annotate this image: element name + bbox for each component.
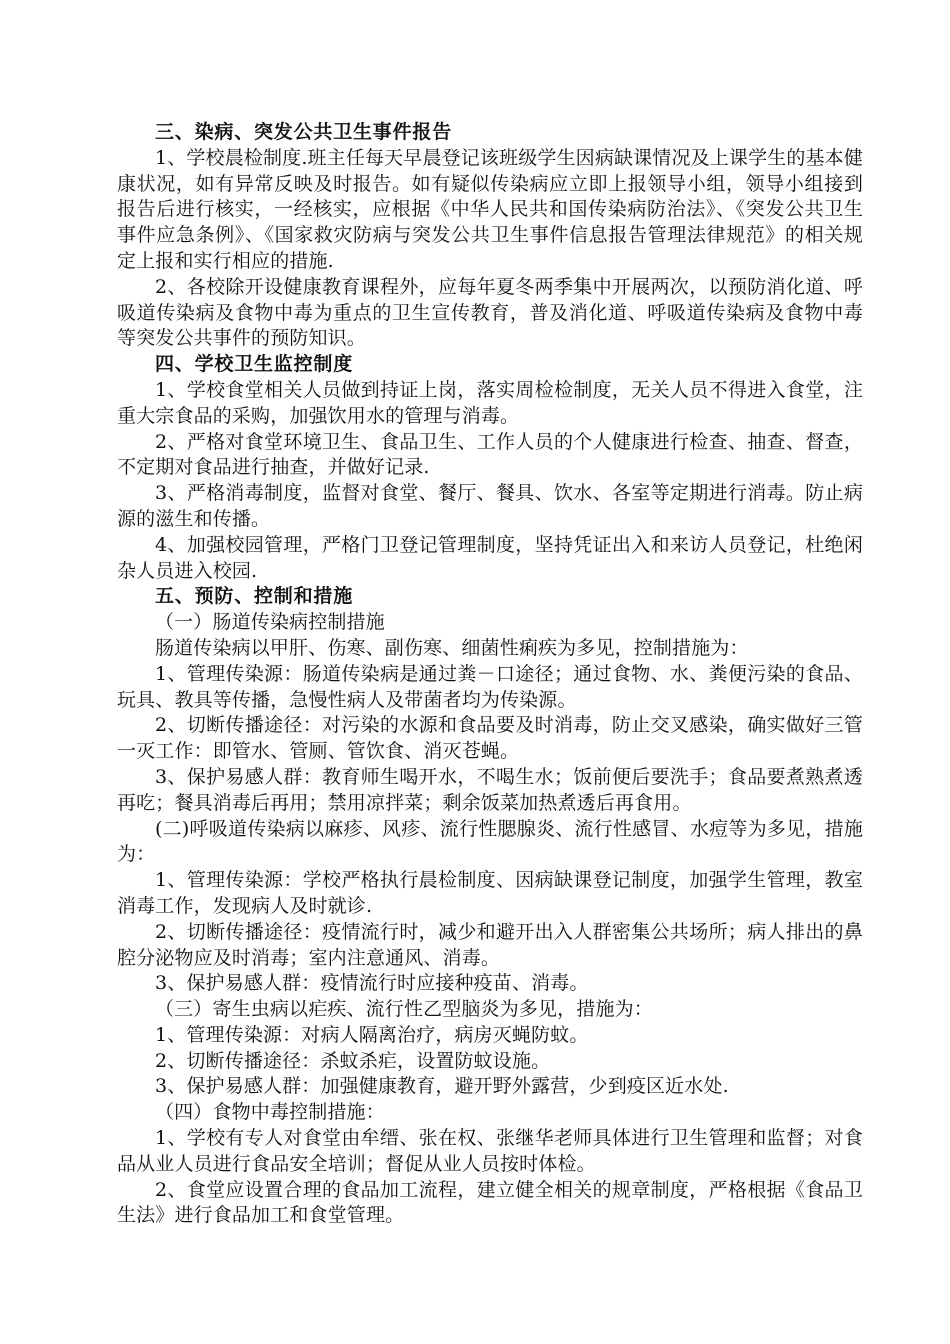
paragraph: 3、保护易感人群：疫情流行时应接种疫苗、消毒。 — [155, 972, 589, 995]
paragraph: 1、管理传染源：对病人隔离治疗，病房灭蝇防蚊。 — [155, 1023, 589, 1046]
subsection-heading: （三）寄生虫病以疟疾、流行性乙型脑炎为多见，措施为： — [155, 998, 653, 1021]
paragraph: 3、保护易感人群：加强健康教育，避开野外露营，少到疫区近水处. — [155, 1075, 729, 1098]
paragraph: 2、各校除开设健康教育课程外，应每年夏冬两季集中开展两次，以预防消化道、呼吸道传染病及食物中毒为重点的卫生宣传教育，普及消化道、呼吸道传染病及食物中毒等突发公共事件的预防知识。 — [117, 275, 863, 350]
subsection-heading: (二)呼吸道传染病以麻疹、风疹、流行性腮腺炎、流行性感冒、水痘等为多见，措施为： — [117, 817, 863, 866]
paragraph: 1、学校晨检制度.班主任每天早晨登记该班级学生因病缺课情况及上课学生的基本健康状况，如有异常反映及时报告。如有疑似传染病应立即上报领导小组，领导小组接到报告后进行核实，一经核实，应根据《中华人民共和国传染病防治法》、《突发公共卫生事件应急条例》、《国家救灾防病与突发公共卫生事件信息报告管理法律规范》的相关规定上报和实行相应的措施. — [117, 146, 863, 272]
paragraph: 1、学校食堂相关人员做到持证上岗，落实周检检制度，无关人员不得进入食堂，注重大宗食品的采购，加强饮用水的管理与消毒。 — [117, 378, 863, 427]
paragraph: 1、学校有专人对食堂由牟缙、张在权、张继华老师具体进行卫生管理和监督；对食品从业人员进行食品安全培训；督促从业人员按时体检。 — [117, 1127, 863, 1175]
subsection-heading: （四）食物中毒控制措施： — [155, 1101, 385, 1124]
paragraph: 4、加强校园管理，严格门卫登记管理制度，坚持凭证出入和来访人员登记，杜绝闲杂人员进入校园. — [117, 533, 863, 582]
section-heading: 三、染病、突发公共卫生事件报告 — [155, 121, 453, 143]
paragraph: 1、管理传染源：学校严格执行晨检制度、因病缺课登记制度，加强学生管理，教室消毒工作，发现病人及时就诊. — [117, 869, 863, 917]
section-heading: 四、学校卫生监控制度 — [155, 353, 354, 376]
paragraph: 3、严格消毒制度，监督对食堂、餐厅、餐具、饮水、各室等定期进行消毒。防止病源的滋生和传播。 — [117, 482, 863, 530]
paragraph: 2、食堂应设置合理的食品加工流程，建立健全相关的规章制度，严格根据《食品卫生法》进行食品加工和食堂管理。 — [117, 1178, 863, 1227]
paragraph: 2、切断传播途径：对污染的水源和食品要及时消毒，防止交叉感染，确实做好三管一灭工作：即管水、管厕、管饮食、消灭苍蝇。 — [117, 714, 863, 763]
section-heading: 五、预防、控制和措施 — [155, 585, 354, 608]
subsection-heading: （一）肠道传染病控制措施 — [155, 611, 385, 634]
paragraph: 2、切断传播途径：疫情流行时，减少和避开出入人群密集公共场所；病人排出的鼻腔分泌物应及时消毒；室内注意通风、消毒。 — [117, 920, 863, 969]
paragraph: 2、切断传播途径：杀蚊杀疟，设置防蚊设施。 — [155, 1049, 551, 1072]
paragraph: 1、管理传染源：肠道传染病是通过粪－口途径；通过食物、水、粪便污染的食品、玩具、教具等传播，急慢性病人及带菌者均为传染源。 — [117, 662, 863, 711]
document-body — [117, 120, 863, 1229]
paragraph: 2、严格对食堂环境卫生、食品卫生、工作人员的个人健康进行检查、抽查、督查，不定期对食品进行抽查，并做好记录. — [117, 430, 863, 479]
paragraph: 3、保护易感人群：教育师生喝开水，不喝生水；饭前便后要洗手；食品要煮熟煮透再吃；餐具消毒后再用；禁用凉拌菜；剩余饭菜加热煮透后再食用。 — [117, 765, 863, 814]
paragraph: 肠道传染病以甲肝、伤寒、副伤寒、细菌性痢疾为多见，控制措施为： — [155, 636, 749, 659]
